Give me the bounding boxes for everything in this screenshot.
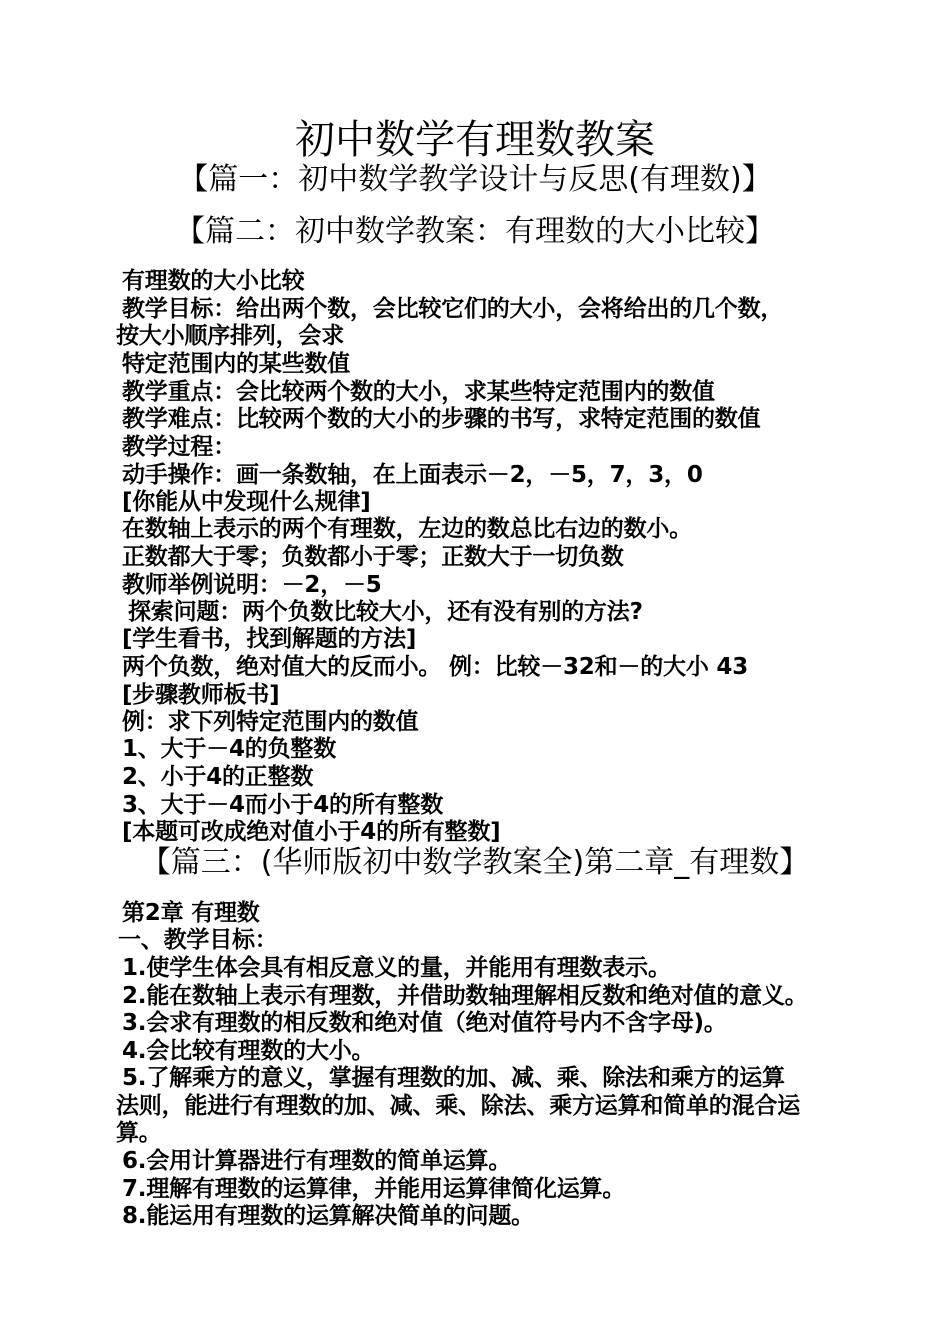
text-line: 教学目标：给出两个数，会比较它们的大小，会将给出的几个数， bbox=[122, 296, 784, 322]
text-line: 3、大于－4而小于4的所有整数 bbox=[122, 792, 444, 818]
text-line: 4.会比较有理数的大小。 bbox=[122, 1038, 375, 1064]
text-line: 动手操作：画一条数轴，在上面表示－2，－5，7，3，0 bbox=[122, 462, 703, 488]
document-title: 初中数学有理数教案 bbox=[295, 117, 655, 163]
text-line: 3.会求有理数的相反数和绝对值（绝对值符号内不含字母)。 bbox=[122, 1010, 727, 1036]
text-line: 1、大于－4的负整数 bbox=[122, 736, 337, 762]
text-line: 2.能在数轴上表示有理数，并借助数轴理解相反数和绝对值的意义。 bbox=[122, 983, 808, 1009]
text-line: 教师举例说明：－2，－5 bbox=[122, 572, 382, 598]
text-line: 按大小顺序排列，会求 bbox=[116, 323, 345, 349]
text-line: 5.了解乘方的意义，掌握有理数的加、减、乘、除法和乘方的运算 bbox=[122, 1065, 785, 1091]
text-line: 在数轴上表示的两个有理数，左边的数总比右边的数小。 bbox=[122, 516, 693, 542]
text-line: [步骤教师板书] bbox=[122, 682, 280, 708]
text-line: 第2章 有理数 bbox=[122, 900, 260, 926]
text-line: 探索问题：两个负数比较大小，还有没有别的方法? bbox=[128, 599, 643, 625]
text-line: 一、教学目标： bbox=[118, 927, 278, 953]
text-line: [本题可改成绝对值小于4的所有整数] bbox=[122, 819, 501, 845]
section-heading-2: 【篇二：初中数学教案：有理数的大小比较】 bbox=[175, 214, 775, 249]
text-line: [学生看书，找到解题的方法] bbox=[122, 626, 417, 652]
section-heading-3: 【篇三：(华师版初中数学教案全)第二章_有理数】 bbox=[140, 845, 810, 880]
text-line: 特定范围内的某些数值 bbox=[122, 351, 351, 377]
text-line: 1.使学生体会具有相反意义的量，并能用有理数表示。 bbox=[122, 955, 671, 981]
text-line: 算。 bbox=[116, 1120, 162, 1146]
text-line: 6.会用计算器进行有理数的简单运算。 bbox=[122, 1148, 512, 1174]
text-line: 教学难点：比较两个数的大小的步骤的书写，求特定范围的数值 bbox=[122, 406, 761, 432]
text-line: 有理数的大小比较 bbox=[122, 268, 305, 294]
text-line: 7.理解有理数的运算律，并能用运算律简化运算。 bbox=[122, 1176, 626, 1202]
text-line: 教学过程： bbox=[122, 434, 237, 460]
text-line: 8.能运用有理数的运算解决简单的问题。 bbox=[122, 1203, 534, 1229]
text-line: [你能从中发现什么规律] bbox=[122, 489, 371, 515]
text-line: 正数都大于零；负数都小于零；正数大于一切负数 bbox=[122, 544, 624, 570]
text-line: 2、小于4的正整数 bbox=[122, 764, 314, 790]
text-line: 例：求下列特定范围内的数值 bbox=[122, 709, 419, 735]
section-heading-1: 【篇一：初中数学教学设计与反思(有理数)】 bbox=[178, 162, 772, 197]
text-line: 两个负数，绝对值大的反而小。 例：比较－32和－的大小 43 bbox=[122, 654, 749, 680]
text-line: 教学重点：会比较两个数的大小，求某些特定范围内的数值 bbox=[122, 379, 715, 405]
text-line: 法则，能进行有理数的加、减、乘、除法、乘方运算和简单的混合运 bbox=[116, 1093, 801, 1119]
